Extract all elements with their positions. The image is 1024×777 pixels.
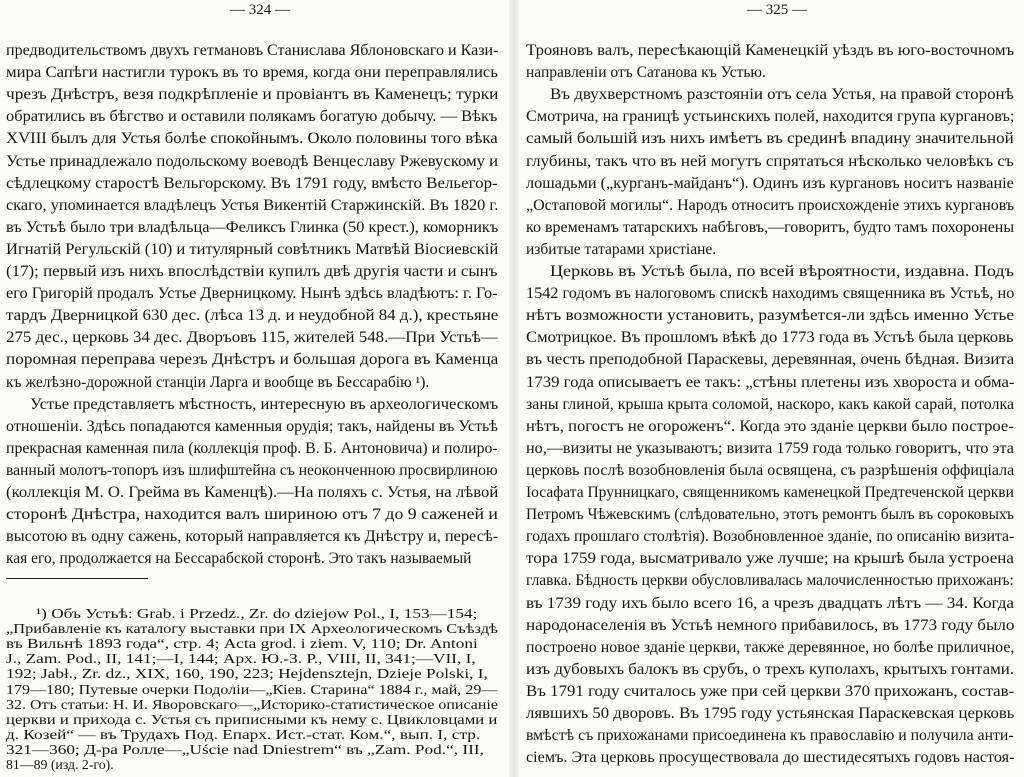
text-line: годахъ прошлаго столѣтія). Возобновленное зданіе, по описанію визита- xyxy=(526,528,1015,546)
right-page xyxy=(520,0,1024,777)
text-line: (коллекція М. О. Грейма въ Каменцѣ).—На поляхъ с. Устья, на лѣвой xyxy=(6,484,499,501)
text-line: 1542 годомъ въ налоговомъ спискѣ находимъ священника въ Устьѣ, но xyxy=(526,285,1015,303)
text-line: XVIII былъ для Устья болѣе спокойнымъ. Около половины того вѣка xyxy=(6,130,498,148)
text-line: въ 1739 году ихъ было всего 16, а чрезъ двадцать лѣтъ — 34. Когда xyxy=(526,594,1015,612)
text-line: лошадьми („курганъ-майданъ“). Одинъ изъ кургановъ носитъ названіе xyxy=(526,174,1014,192)
text-line: ванный молотъ-топоръ изъ шлифштейна съ неоконченною просвирлиною xyxy=(6,461,498,479)
text-line: Смотрича, на границѣ устьинскихъ полей, находится група кургановъ; xyxy=(526,108,1015,126)
text-line: кая его, продолжается на Бессарабской сторонѣ. Это такъ называемый xyxy=(6,550,472,568)
text-line: построено новое зданіе церкви, также деревянное, но болѣе приличное, xyxy=(526,638,1015,656)
text-line: Петромъ Чѣжевскимъ (слѣдовательно, этотъ ремонтъ былъ въ сороковыхъ xyxy=(526,506,1014,524)
text-line: но,—визиты не указываютъ; визита 1759 года только говоритъ, что эта xyxy=(526,439,1014,457)
text-line: Церковь въ Устьѣ была, по всей вѣроятности, издавна. Подъ xyxy=(550,263,1014,280)
text-line: предводительствомъ двухъ гетмановъ Станислава Яблоновскаго и Кази- xyxy=(6,42,499,59)
text-line: изъ дубовыхъ балокъ въ срубъ, о трехъ куполахъ, крытыхъ гонтами. xyxy=(526,660,1015,678)
text-line: церковь послѣ возобновленія была освящена, съ разрѣшенія оффиціала xyxy=(526,461,1015,479)
text-line: глубины, такъ что въ ней могутъ спрятаться нѣсколько человѣкъ съ xyxy=(526,152,1014,170)
text-line: самый большій изъ нихъ имѣетъ въ срединѣ впадину значительной xyxy=(526,130,1014,148)
text-line: въ честь преподобной Параскевы, деревянная, очень бѣдная. Визита xyxy=(526,351,1015,369)
footnote-divider xyxy=(6,578,148,579)
text-line: къ желѣзно-дорожной станціи Ларга и вообще въ Бессарабію ¹). xyxy=(6,373,430,391)
text-line: отношеніи. Здѣсь попадаются каменныя орудія; такъ, найдены въ Устьѣ xyxy=(6,417,499,435)
text-line: тора 1759 года, высматривало уже лучше; на крышѣ была устроена xyxy=(526,550,1014,568)
text-line: народонаселенія въ Устьѣ немного прибавилось, въ 1773 году было xyxy=(526,616,1015,634)
text-line: Въ 1791 году считалось уже при сей церкви 370 прихожанъ, состав- xyxy=(526,682,1015,700)
text-line: его Григорій продалъ Устье Дверницкому. Нынѣ здѣсь владѣютъ: г. Го- xyxy=(6,285,498,303)
text-line: избитые татарами христіане. xyxy=(526,240,717,258)
left-page xyxy=(0,0,508,777)
footnote-line: 179—180; Путевые очерки Подоліи—„Кіев. Старина“ 1884 г., май, 29— xyxy=(6,681,498,697)
footnote-line: „Прибавленіе къ каталогу выставки при IX Археологическомъ Съѣздѣ xyxy=(6,621,498,637)
text-line: Игнатій Регульскій (10) и титулярный совѣтникъ Матвѣй Віосиевскій xyxy=(6,240,499,258)
text-line: чрезъ Днѣстръ, везя подкрѣпленіе и провіантъ въ Каменецъ; турки xyxy=(6,86,499,104)
book-gutter xyxy=(509,0,519,777)
text-line: въ Устьѣ было три владѣльца—Феликсъ Глинка (50 крест.), коморникъ xyxy=(6,218,499,236)
page-number: — 324 — xyxy=(230,2,290,18)
text-line: нѣтъ, погостъ не огороженъ“. Когда это зданіе церкви было построе- xyxy=(526,417,1014,435)
text-line: Въ двухверстномъ разстояніи отъ села Устья, на правой сторонѣ xyxy=(550,86,1014,104)
text-line: тардъ Дверницкой 630 дес. (лѣса 13 д. и неудобной 84 д.), крестьяне xyxy=(6,307,499,325)
text-line: 1739 года описываетъ ее такъ: „стѣны плетены изъ хвороста и обма- xyxy=(526,373,1015,391)
text-line: сѣдлецкому старостѣ Вельгорскому. Въ 1791 году, вмѣсто Вельегор- xyxy=(6,174,498,192)
text-line: высотою въ одну сажень, который направляется къ Днѣстру и, пересѣ- xyxy=(6,528,499,546)
text-line: Устье представляетъ мѣстность, интересную въ археологическомъ xyxy=(30,395,499,413)
text-line: Трояновъ валъ, пересѣкающій Каменецкій уѣздъ въ юго-восточномъ xyxy=(526,42,1015,59)
footnote-line: J., Zam. Pod., II, 141;—I, 144; Арх. Ю.-З. Р., VIII, II, 341;—VII, I, xyxy=(6,651,476,667)
text-line: (17); первый изъ нихъ впослѣдствіи купилъ двѣ другія части и сынъ xyxy=(6,263,498,280)
text-line: поромная переправа черезъ Днѣстръ и большая дорога въ Каменца xyxy=(6,351,499,369)
text-line: скаго, упоминается владѣлецъ Устья Викентій Старжинскій. Въ 1820 г. xyxy=(6,196,499,214)
text-line: обратились въ бѣгство и оставили полякамъ богатую добычу. — Вѣкъ xyxy=(6,108,498,126)
footnote-line: 81—89 (изд. 2-го). xyxy=(6,757,114,772)
text-line: главка. Бѣдность церкви обусловливалась малочисленностью прихожанъ: xyxy=(526,572,1014,590)
footnote-line: 192; Jabł., Zr. dz., XIX, 160, 190, 223; Hejdensztejn, Dzieje Polski, I, xyxy=(6,666,488,682)
page-number: — 325 — xyxy=(747,2,807,18)
text-line: заны глиной, крыша крыта соломой, наскоро, какъ какой сарай, потолка xyxy=(526,395,1015,413)
text-line: Іосафата Прунницкаго, священникомъ каменецкой Предтеченской церкви xyxy=(526,484,1014,501)
footnote-line: ¹) Объ Устьѣ: Grab. i Przedz., Zr. do dziejow Pol., I, 153—154; xyxy=(36,606,478,621)
text-line: Смотрицкое. Въ прошломъ вѣкѣ до 1773 года въ Устьѣ была церковь xyxy=(526,329,1014,347)
text-line: нѣтъ возможности установить, разумѣется-ли здѣсь именно Устье xyxy=(526,307,1015,325)
text-line: вмѣстѣ съ прихожанами присоединена къ православію и получила анти- xyxy=(526,727,1014,745)
text-line: прекрасная каменная пила (коллекція проф. В. Б. Антоновича) и полиро- xyxy=(6,439,498,457)
text-line: мира Сапѣги настигли турокъ въ то время, когда они переправлялись xyxy=(6,64,498,82)
text-line: направленіи отъ Сатанова къ Устью. xyxy=(526,64,766,82)
text-line: сторонѣ Днѣстра, находится валъ шириною отъ 7 до 9 саженей и xyxy=(6,506,498,524)
text-line: сіемъ. Эта церковь просуществовала до шестидесятыхъ годовъ настоя- xyxy=(526,749,1015,767)
footnote-line: д. Козей“ — въ Трудахъ Под. Епарх. Ист.-стат. Ком.“, вып. I, стр. xyxy=(6,726,481,742)
footnote-line: 32. Отъ статьи: Н. И. Яворовскаго—„Историко-статистическое описаніе xyxy=(6,696,498,712)
text-line: 275 дес., церковь 34 дес. Дворъовъ 115, жителей 548.—При Устьѣ— xyxy=(6,329,498,347)
footnote-line: церкви и прихода с. Устья съ приписными къ нему с. Цвикловцами и xyxy=(6,711,498,727)
footnote-line: въ Вильнѣ 1893 года“, стр. 4; Acta grod. i ziem. V, 110; Dr. Antoni xyxy=(6,636,478,652)
text-line: ко временамъ татарскихъ набѣговъ,—говоритъ, будто тамъ похоронены xyxy=(526,218,1015,236)
text-line: „Остаповой могилы“. Народъ относитъ происхожденіе этихъ кургановъ xyxy=(526,196,1015,214)
footnote-line: 321—360; Д-ра Ролле—„Uście nad Dniestrem“ въ „Zam. Pod.“, III, xyxy=(6,741,484,757)
text-line: Устье принадлежало подольскому воеводѣ Венцеславу Ржевускому и xyxy=(6,152,499,170)
text-line: лявшихъ 50 дворовъ. Въ 1795 году устьянская Параскевская церковь xyxy=(526,705,1015,722)
